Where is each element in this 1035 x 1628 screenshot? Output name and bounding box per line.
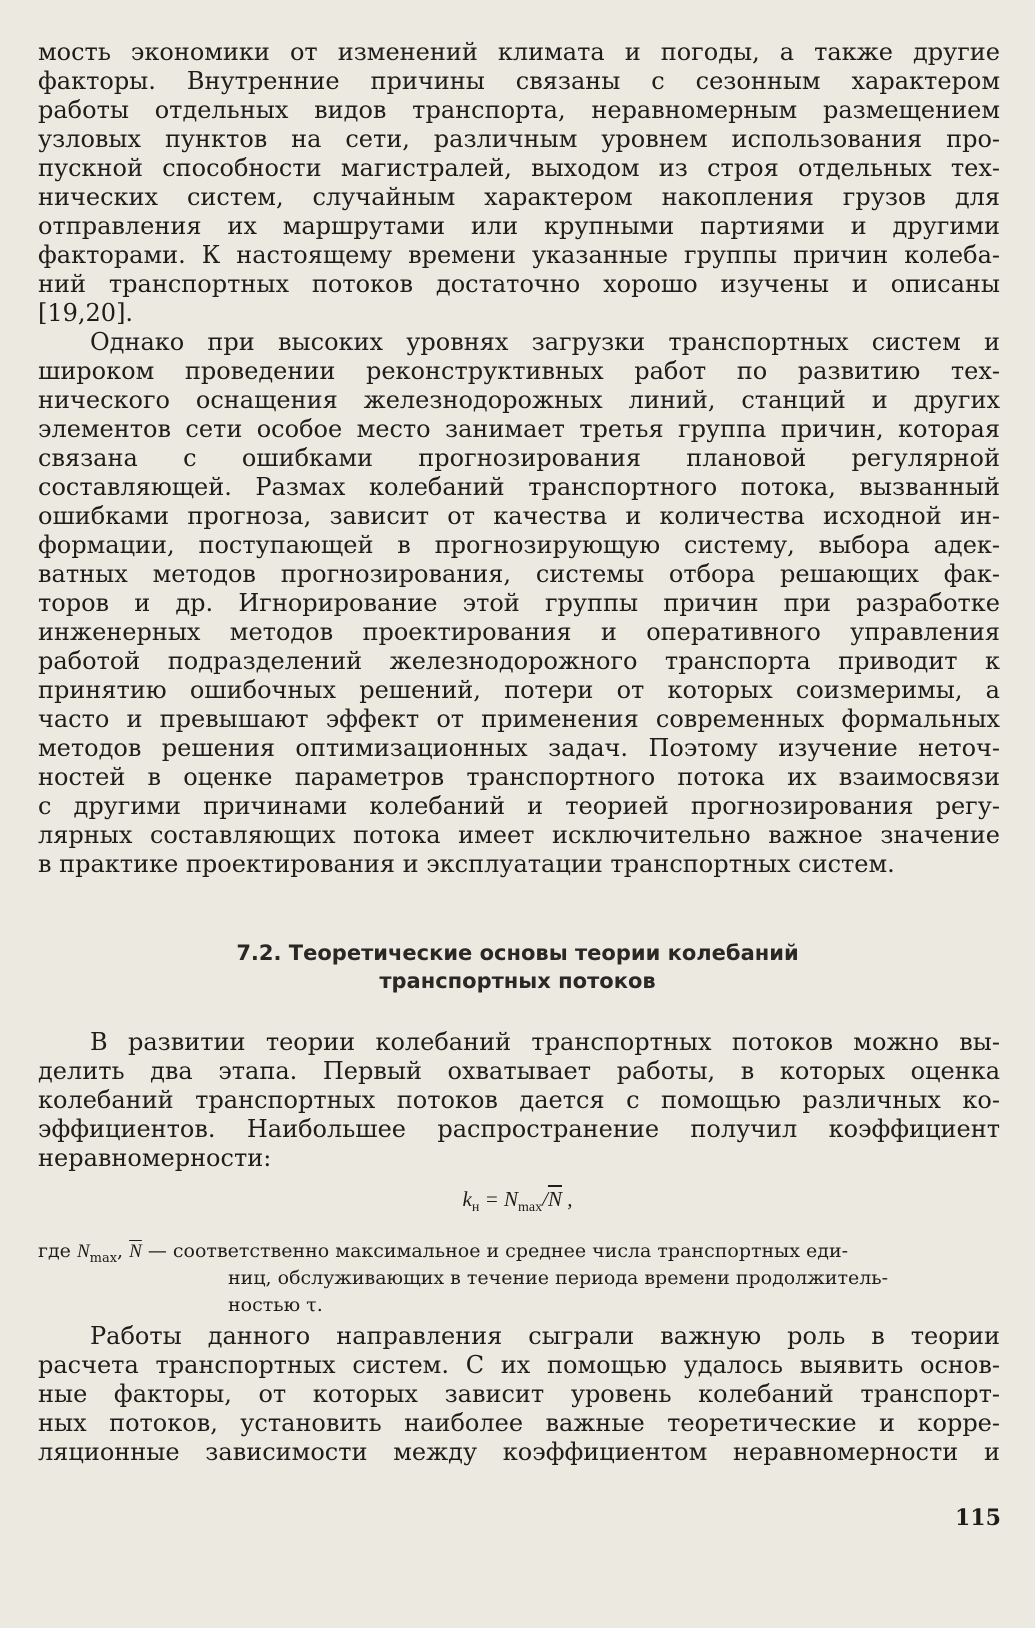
text-line: факторами. К настоящему времени указанные группы причин колеба- <box>38 241 1000 269</box>
definition-line-1 <box>38 1238 1000 1265</box>
section-heading-line-2: транспортных потоков <box>379 969 656 993</box>
text-line: широком проведении реконструктивных работ по развитию тех- <box>38 357 1000 385</box>
text-line: с другими причинами колебаний и теорией прогнозирования регу- <box>38 792 1000 820</box>
text-line: делить два этапа. Первый охватывает работы, в которых оценка <box>38 1057 1000 1085</box>
formula-definition <box>38 1238 1000 1319</box>
definition-line-3: ностью τ. <box>228 1294 323 1316</box>
paragraph-1 <box>38 38 1000 328</box>
text-line: работы отдельных видов транспорта, неравномерным размещением <box>38 96 1000 124</box>
text-line: неравномерности: <box>38 1144 272 1172</box>
text-line: Работы данного направления сыграли важную роль в теории <box>90 1322 1000 1350</box>
formula-slash: / <box>542 1187 548 1211</box>
formula-k: k <box>462 1187 472 1211</box>
definition-lead: где <box>38 1240 77 1262</box>
text-line: расчета транспортных систем. С их помощью удалось выявить основ- <box>38 1351 1000 1379</box>
text-line: мость экономики от изменений климата и погоды, а также другие <box>38 38 1000 66</box>
text-line: ностей в оценке параметров транспортного потока их взаимосвязи <box>38 763 1000 791</box>
formula-n-bar: $\overline{N}$ <box>547 1187 562 1211</box>
text-line: колебаний транспортных потоков дается с помощью различных ко- <box>38 1086 1000 1114</box>
formula-k-subscript: н <box>471 1200 480 1216</box>
symbol-n-bar: $\overline{N}$ <box>129 1241 142 1262</box>
section-heading-line-1: 7.2. Теоретические основы теории колебаний <box>236 941 799 965</box>
text-line: узловых пунктов на сети, различным уровнем использования про- <box>38 125 1000 153</box>
formula-tail: , <box>561 1187 573 1211</box>
formula <box>0 1187 1035 1216</box>
formula-max-subscript: max <box>518 1200 543 1216</box>
paragraph-3 <box>38 1028 1000 1173</box>
text-line: эффициентов. Наибольшее распространение получил коэффициент <box>38 1115 1000 1143</box>
text-line: В развитии теории колебаний транспортных потоков можно вы- <box>90 1028 1000 1056</box>
paragraph-2 <box>38 328 1000 879</box>
definition-comma: , <box>117 1240 130 1262</box>
text-line: элементов сети особое место занимает третья группа причин, которая <box>38 415 1000 443</box>
formula-equals: = N <box>479 1187 519 1211</box>
text-line: ляционные зависимости между коэффициентом неравномерности и <box>38 1438 1000 1466</box>
text-line: принятию ошибочных решений, потери от которых соизмеримы, а <box>38 676 1000 704</box>
text-line: лярных составляющих потока имеет исключительно важное значение <box>38 821 1000 849</box>
text-line: в практике проектирования и эксплуатации транспортных систем. <box>38 850 895 878</box>
text-line: формации, поступающей в прогнозирующую систему, выбора адек- <box>38 531 1000 559</box>
text-line: связана с ошибками прогнозирования плановой регулярной <box>38 444 1000 472</box>
text-line: работой подразделений железнодорожного транспорта приводит к <box>38 647 1000 675</box>
text-line: методов решения оптимизационных задач. Поэтому изучение неточ- <box>38 734 1000 762</box>
text-line: нических систем, случайным характером накопления грузов для <box>38 183 1000 211</box>
symbol-max-subscript: max <box>89 1250 118 1265</box>
symbol-n: N <box>76 1241 90 1262</box>
text-line: часто и превышают эффект от применения современных формальных <box>38 705 1000 733</box>
paragraph-4 <box>38 1322 1000 1467</box>
page-number: 115 <box>955 1505 1001 1531</box>
text-line: Однако при высоких уровнях загрузки транспортных систем и <box>90 328 1000 356</box>
text-line: торов и др. Игнорирование этой группы причин при разработке <box>38 589 1000 617</box>
text-line: пускной способности магистралей, выходом из строя отдельных тех- <box>38 154 1000 182</box>
definition-text: — соответственно максимальное и среднее числа транспортных еди- <box>141 1240 849 1262</box>
text-line: факторы. Внутренние причины связаны с сезонным характером <box>38 67 1000 95</box>
text-line: составляющей. Размах колебаний транспортного потока, вызванный <box>38 473 1000 501</box>
section-heading <box>0 939 1035 995</box>
text-line: ний транспортных потоков достаточно хорошо изучены и описаны <box>38 270 1000 298</box>
text-line: отправления их маршрутами или крупными партиями и другими <box>38 212 1000 240</box>
text-line: ные факторы, от которых зависит уровень колебаний транспорт- <box>38 1380 1000 1408</box>
text-line: [19,20]. <box>38 299 134 327</box>
text-line: ватных методов прогнозирования, системы отбора решающих фак- <box>38 560 1000 588</box>
text-line: инженерных методов проектирования и оперативного управления <box>38 618 1000 646</box>
text-line: ошибками прогноза, зависит от качества и количества исходной ин- <box>38 502 1000 530</box>
text-line: ных потоков, установить наиболее важные теоретические и корре- <box>38 1409 1000 1437</box>
text-line: нического оснащения железнодорожных линий, станций и других <box>38 386 1000 414</box>
definition-line-2: ниц, обслуживающих в течение периода времени продолжитель- <box>228 1267 889 1289</box>
